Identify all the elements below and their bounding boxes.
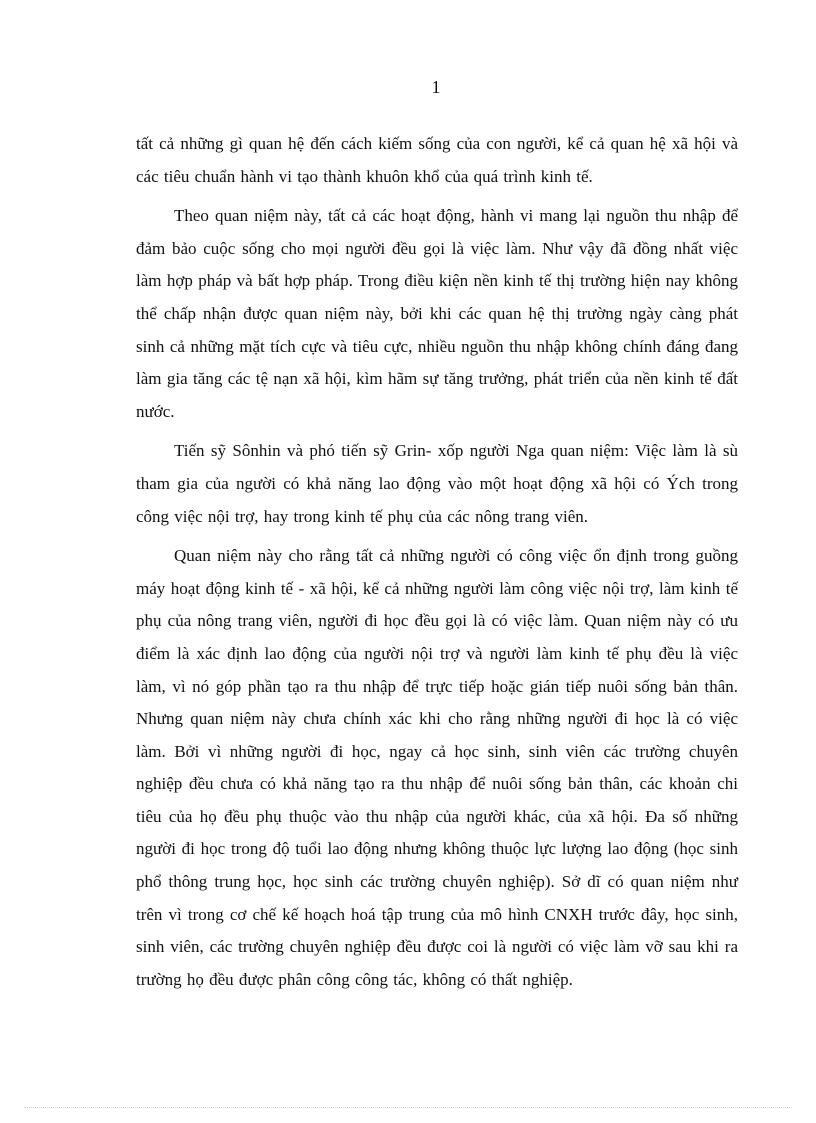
paragraph-2: Theo quan niệm này, tất cả các hoạt động, hành vi mang lại nguồn thu nhập để đảm bảo cuộc sống cho mọi người đều gọi là việc làm. Như vậy đã đồng nhất việc làm hợp pháp và bất hợp pháp. Trong điều kiện nền kinh tế thị trường hiện nay không thể chấp nhận được quan niệm này, bởi khi các quan hệ thị trường ngày càng phát sinh cả những mặt tích cực và tiêu cực, nhiều nguồn thu nhập không chính đáng đang làm gia tăng các tệ nạn xã hội, kìm hãm sự tăng trưởng, phát triển của nền kinh tế đất nước. [136,206,738,421]
document-body [136,128,738,1003]
page-bottom-divider [24,1107,792,1108]
paragraph-4: Quan niệm này cho rằng tất cả những người có công việc ổn định trong guồng máy hoạt động kinh tế - xã hội, kể cả những người làm công việc nội trợ, làm kinh tế phụ của nông trang viên, người đi học đều gọi là có việc làm. Quan niệm này có ưu điểm là xác định lao động của người nội trợ và người làm kinh tế phụ đều là việc làm, vì nó góp phần tạo ra thu nhập để trực tiếp hoặc gián tiếp nuôi sống bản thân. Nhưng quan niệm này chưa chính xác khi cho rằng những người đi học là có việc làm. Bởi vì những người đi học, ngay cả học sinh, sinh viên các trường chuyên nghiệp đều chưa có khả năng tạo ra thu nhập để nuôi sống bản thân, các khoản chi tiêu của họ đều phụ thuộc vào thu nhập của người khác, của xã hội. Đa số những người đi học trong độ tuổi lao động nhưng không thuộc lực lượng lao động (học sinh phổ thông trung học, học sinh các trường chuyên nghiệp). Sở dĩ có quan niệm như trên vì trong cơ chế kế hoạch hoá tập trung của mô hình CNXH trước đây, học sinh, sinh viên, các trường chuyên nghiệp đều được coi là người có việc làm vỡ sau khi ra trường họ đều được phân công công tác, không có thất nghiệp. [136,546,738,989]
page-number: 1 [431,77,441,97]
paragraph-1: tất cả những gì quan hệ đến cách kiếm sống của con người, kể cả quan hệ xã hội và các tiêu chuẩn hành vi tạo thành khuôn khổ của quá trình kinh tế. [136,134,738,186]
paragraph-3: Tiến sỹ Sônhin và phó tiến sỹ Grin- xốp người Nga quan niệm: Việc làm là sù tham gia của người có khả năng lao động vào một hoạt động xã hội có Ých trong công việc nội trợ, hay trong kinh tế phụ của các nông trang viên. [136,441,738,526]
